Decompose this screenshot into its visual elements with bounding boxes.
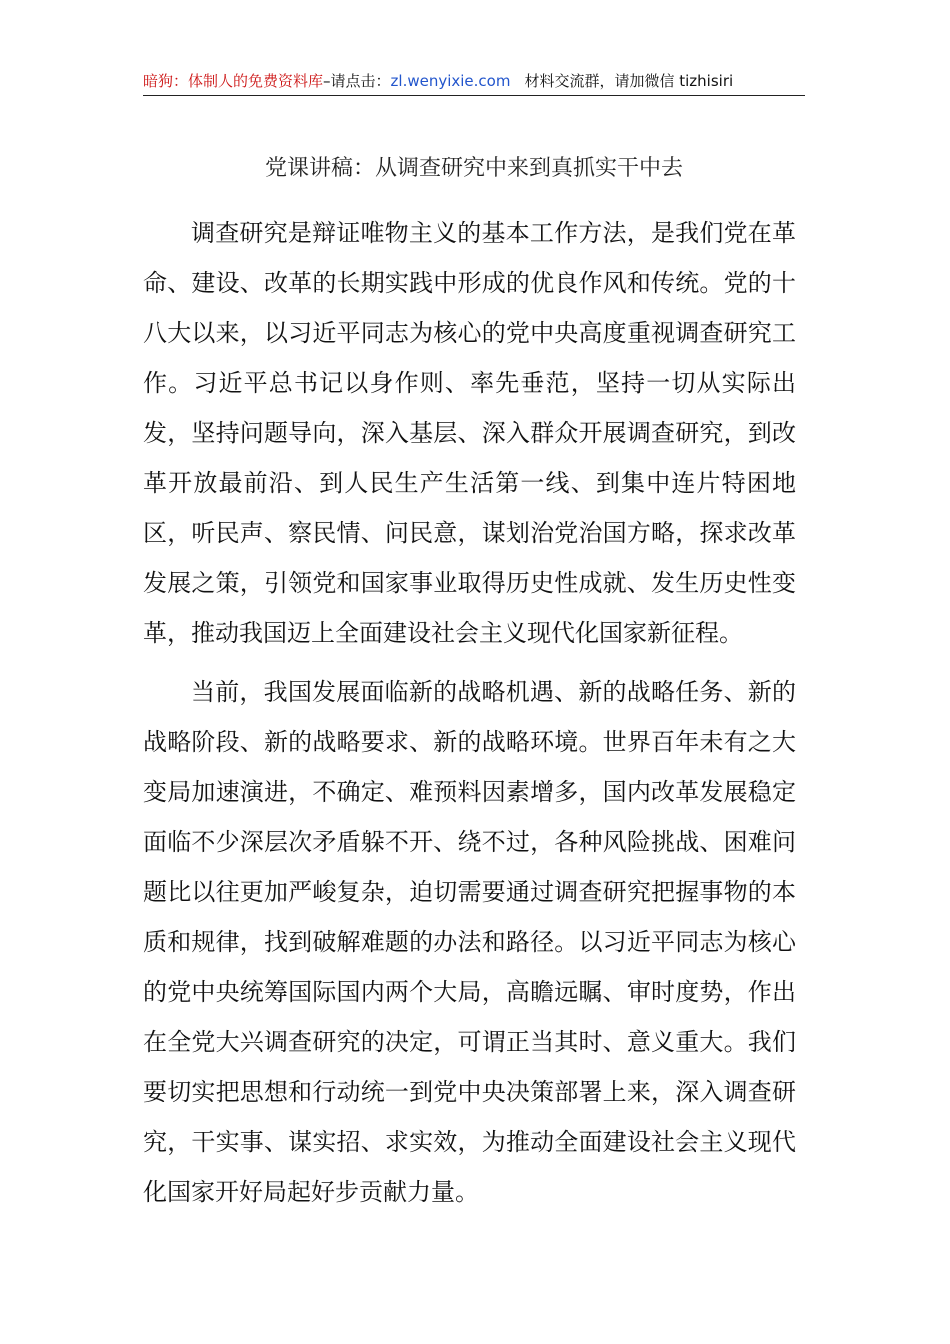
- header-website-link[interactable]: zl.wenyixie.com: [390, 72, 511, 90]
- header-prompt-text: –请点击：: [323, 72, 391, 90]
- document-title: 党课讲稿：从调查研究中来到真抓实干中去: [264, 156, 683, 181]
- header-divider: [143, 95, 805, 96]
- page-header: [143, 70, 805, 94]
- body-paragraph-2: 当前，我国发展面临新的战略机遇、新的战略任务、新的战略阶段、新的战略要求、新的战略环境。世界百年未有之大变局加速演进，不确定、难预料因素增多，国内改革发展稳定面临不少深层次矛盾躲不开、绕不过，各种风险挑战、困难问题比以往更加严峻复杂，迫切需要通过调查研究把握事物的本质和规律，找到破解难题的办法和路径。以习近平同志为核心的党中央统筹国际国内两个大局，高瞻远瞩、审时度势，作出在全党大兴调查研究的决定，可谓正当其时、意义重大。我们要切实把思想和行动统一到党中央决策部署上来，深入调查研究，干实事、谋实招、求实效，为推动全面建设社会主义现代化国家开好局起好步贡献力量。: [143, 678, 796, 1206]
- body-paragraph-1: 调查研究是辩证唯物主义的基本工作方法，是我们党在革命、建设、改革的长期实践中形成的优良作风和传统。党的十八大以来，以习近平同志为核心的党中央高度重视调查研究工作。习近平总书记以身作则、率先垂范，坚持一切从实际出发，坚持问题导向，深入基层、深入群众开展调查研究，到改革开放最前沿、到人民生产生活第一线、到集中连片特困地区，听民声、察民情、问民意，谋划治党治国方略，探求改革发展之策，引领党和国家事业取得历史性成就、发生历史性变革，推动我国迈上全面建设社会主义现代化国家新征程。: [143, 219, 796, 647]
- header-wechat-text: 材料交流群，请加微信 tizhisiri: [524, 72, 734, 90]
- header-brand-text: 暗狗：体制人的免费资料库: [143, 72, 324, 90]
